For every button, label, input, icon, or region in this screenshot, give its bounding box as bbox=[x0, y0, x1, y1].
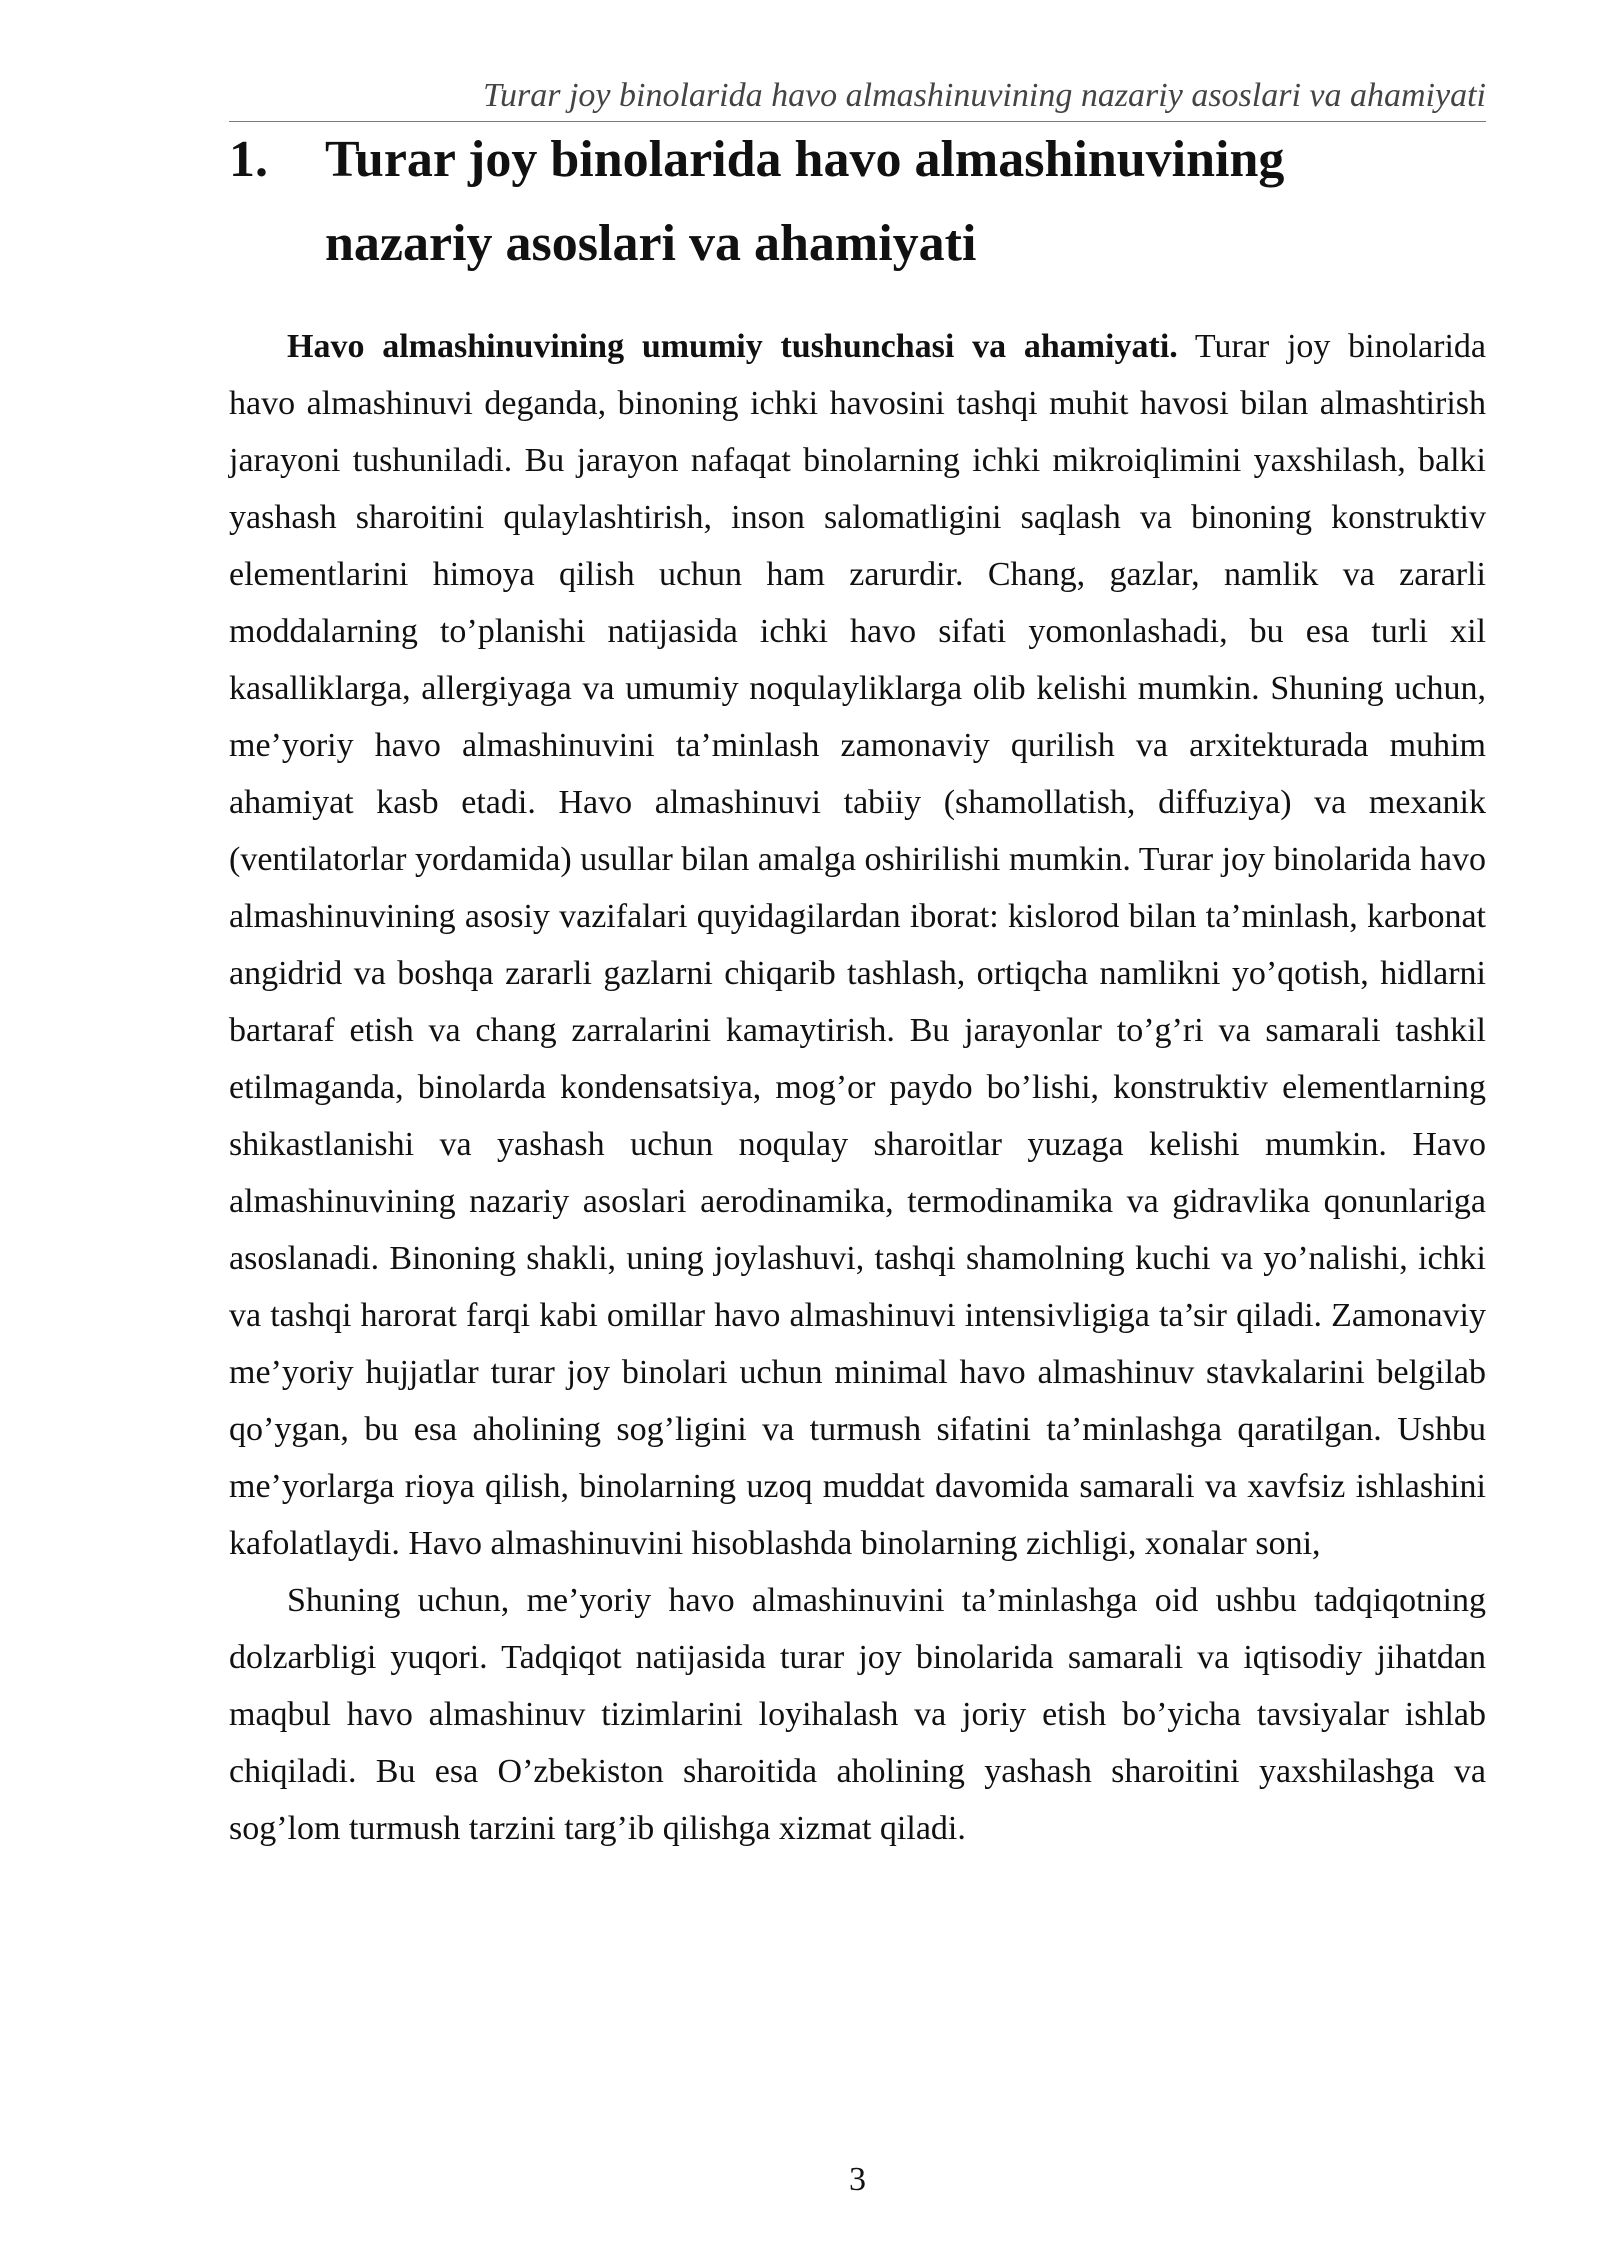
chapter-title-line-1: Turar joy binolarida havo almashinuvining bbox=[325, 131, 1285, 188]
running-header: Turar joy binolarida havo almashinuvining nazariy asoslari va ahamiyati bbox=[482, 77, 1486, 114]
body-text bbox=[229, 318, 1486, 1857]
chapter-number: 1. bbox=[229, 131, 268, 188]
paragraph-2: Shuning uchun, me’yoriy havo almashinuvini ta’minlashga oid ushbu tadqiqotning dolzarbligi yuqori. Tadqiqot natijasida turar joy binolarida samarali va iqtisodiy jihatdan maqbul havo almashinuv tizimlarini loyihalash va joriy etish bo’yicha tavsiyalar ishlab chiqiladi. Bu esa O’zbekiston sharoitida aholining yashash sharoitini yaxshilashga va sog’lom turmush tarzini targ’ib qilishga xizmat qiladi. bbox=[229, 1582, 1486, 1847]
chapter-title-line-2: nazariy asoslari va ahamiyati bbox=[325, 215, 977, 272]
paragraph-1 bbox=[229, 318, 1486, 1572]
document-page bbox=[229, 0, 1486, 2262]
paragraph-lead-heading: Havo almashinuvining umumiy tushunchasi va ahamiyati. bbox=[287, 328, 1178, 365]
page-number: 3 bbox=[849, 2161, 866, 2198]
chapter-title bbox=[229, 118, 1486, 286]
paragraph-1-text: Turar joy binolarida havo almashinuvi deganda, binoning ichki havosini tashqi muhit havosi bilan almashtirish jarayoni tushuniladi. Bu jarayon nafaqat binolarning ichki mikroiqlimini yaxshilash, balki yashash sharoitini qulaylashtirish, inson salomatligini saqlash va binoning konstruktiv elementlarini himoya qilish uchun ham zarurdir. Chang, gazlar, namlik va zararli moddalarning to’planishi natijasida ichki havo sifati yomonlashadi, bu esa turli xil kasalliklarga, allergiyaga va umumiy noqulayliklarga olib kelishi mumkin. Shuning uchun, me’yoriy havo almashinuvini ta’minlash zamonaviy qurilish va arxitekturada muhim ahamiyat kasb etadi. Havo almashinuvi tabiiy (shamollatish, diffuziya) va mexanik (ventilatorlar yordamida) usullar bilan amalga oshirilishi mumkin. Turar joy binolarida havo almashinuvining asosiy vazifalari quyidagilardan iborat: kislorod bilan ta’minlash, karbonat angidrid va boshqa zararli gazlarni chiqarib tashlash, ortiqcha namlikni yo’qotish, hidlarni bartaraf etish va chang zarralarini kamaytirish. Bu jarayonlar to’g’ri va samarali tashkil etilmaganda, binolarda kondensatsiya, mog’or paydo bo’lishi, konstruktiv elementlarning shikastlanishi va yashash uchun noqulay sharoitlar yuzaga kelishi mumkin. Havo almashinuvining nazariy asoslari aerodinamika, termodinamika va gidravlika qonunlariga asoslanadi. Binoning shakli, uning joylashuvi, tashqi shamolning kuchi va yo’nalishi, ichki va tashqi harorat farqi kabi omillar havo almashinuvi intensivligiga ta’sir qiladi. Zamonaviy me’yoriy hujjatlar turar joy binolari uchun minimal havo almashinuv stavkalarini belgilab qo’ygan, bu esa aholining sog’ligini va turmush sifatini ta’minlashga qaratilgan. Ushbu me’yorlarga rioya qilish, binolarning uzoq muddat davomida samarali va xavfsiz ishlashini kafolatlaydi. Havo almashinuvini hisoblashda binolarning zichligi, xonalar soni, bbox=[229, 328, 1486, 1562]
